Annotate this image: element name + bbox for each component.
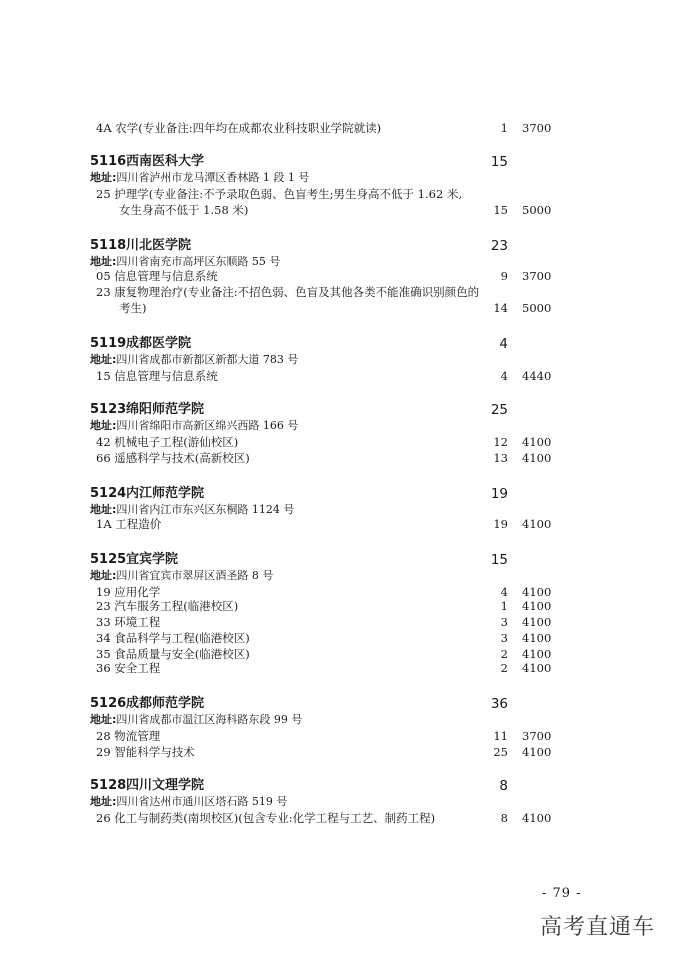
address-text: 四川省南充市高坪区东顺路 55 号 [116, 255, 281, 268]
enrollment-count: 11 [493, 729, 508, 743]
institution-total: 25 [490, 402, 508, 418]
institution-total: 15 [490, 552, 508, 568]
institution-total: 4 [499, 336, 508, 352]
major-label: 女生身高不低于 1.58 米) [119, 203, 249, 217]
address-text: 四川省达州市通川区塔石路 519 号 [116, 795, 288, 808]
institution-total: 19 [490, 486, 508, 502]
institution-address [90, 170, 309, 186]
address-text: 四川省绵阳市高新区绵兴西路 166 号 [116, 419, 299, 432]
address-text: 四川省宜宾市翠屏区酒圣路 8 号 [116, 569, 274, 582]
institution-code: 5125 [90, 552, 127, 567]
major-label: 26 化工与制药类(南坝校区)(包含专业:化学工程与工艺、制药工程) [96, 811, 436, 825]
tuition-fee: 4100 [522, 517, 552, 531]
institution-heading [90, 400, 510, 420]
major-label: 4A 农学(专业备注:四年均在成都农业科技职业学院就读) [96, 121, 382, 135]
enrollment-count: 4 [500, 585, 508, 599]
major-row [0, 186, 680, 202]
institution-code: 5123 [90, 402, 127, 417]
tuition-fee: 5000 [522, 301, 552, 315]
institution-total: 15 [490, 154, 508, 170]
institution-address [90, 568, 273, 584]
enrollment-count: 8 [500, 811, 508, 825]
major-label: 考生) [119, 301, 147, 315]
major-label: 34 食品科学与工程(临港校区) [96, 631, 250, 645]
watermark: 高考直通车 [540, 915, 656, 940]
institution-total: 36 [490, 696, 508, 712]
enrollment-count: 12 [493, 435, 508, 449]
tuition-fee: 4100 [522, 631, 552, 645]
institution-name: 内江师范学院 [126, 486, 205, 501]
address-text: 四川省成都市新都区新都大道 783 号 [116, 353, 299, 366]
major-label: 36 安全工程 [96, 661, 161, 675]
tuition-fee: 4100 [522, 647, 552, 661]
institution-heading [90, 484, 510, 504]
tuition-fee: 5000 [522, 203, 552, 217]
major-row [0, 630, 680, 646]
major-label: 29 智能科学与技术 [96, 745, 195, 759]
address-prefix: 地址: [90, 171, 117, 184]
major-row [0, 598, 680, 614]
enrollment-count: 1 [500, 121, 508, 135]
institution-heading [90, 694, 510, 714]
institution-name: 西南医科大学 [126, 154, 205, 169]
tuition-fee: 3700 [522, 121, 552, 135]
major-row [0, 728, 680, 744]
major-label: 15 信息管理与信息系统 [96, 369, 218, 383]
major-label: 35 食品质量与安全(临港校区) [96, 647, 250, 661]
institution-name: 宜宾学院 [126, 552, 179, 567]
institution-address [90, 352, 298, 368]
institution-heading [90, 776, 510, 796]
major-label: 23 汽车服务工程(临港校区) [96, 599, 239, 613]
address-prefix: 地址: [90, 419, 117, 432]
institution-name: 成都师范学院 [126, 696, 205, 711]
tuition-fee: 4100 [522, 615, 552, 629]
institution-name: 川北医学院 [126, 238, 192, 253]
institution-address [90, 712, 302, 728]
institution-name: 绵阳师范学院 [126, 402, 205, 417]
major-label: 42 机械电子工程(游仙校区) [96, 435, 239, 449]
enrollment-count: 3 [500, 631, 508, 645]
institution-total: 8 [499, 778, 508, 794]
institution-code: 5124 [90, 486, 127, 501]
address-prefix: 地址: [90, 569, 117, 582]
institution-heading [90, 334, 510, 354]
major-label: 25 护理学(专业备注:不予录取色弱、色盲考生;男生身高不低于 1.62 米, [96, 187, 463, 201]
enrollment-count: 4 [500, 369, 508, 383]
institution-name: 四川文理学院 [126, 778, 205, 793]
enrollment-count: 19 [493, 517, 508, 531]
enrollment-count: 2 [500, 647, 508, 661]
institution-heading [90, 550, 510, 570]
enrollment-count: 9 [500, 269, 508, 283]
address-prefix: 地址: [90, 795, 117, 808]
major-label: 1A 工程造价 [96, 517, 162, 531]
major-row [0, 810, 680, 826]
major-label: 23 康复物理治疗(专业备注:不招色弱、色盲及其他各类不能准确识别颜色的 [96, 285, 480, 299]
address-prefix: 地址: [90, 255, 117, 268]
institution-address [90, 794, 287, 810]
address-text: 四川省内江市东兴区东桐路 1124 号 [116, 503, 295, 516]
enrollment-count: 13 [493, 451, 508, 465]
enrollment-count: 14 [493, 301, 508, 315]
tuition-fee: 4100 [522, 451, 552, 465]
tuition-fee: 3700 [522, 269, 552, 283]
major-row [0, 284, 680, 300]
major-row [0, 300, 680, 316]
tuition-fee: 4100 [522, 585, 552, 599]
major-row [0, 268, 680, 284]
institution-name: 成都医学院 [126, 336, 192, 351]
major-row [0, 120, 680, 136]
tuition-fee: 4100 [522, 661, 552, 675]
address-text: 四川省成都市温江区海科路东段 99 号 [116, 713, 303, 726]
major-row [0, 516, 680, 532]
tuition-fee: 4100 [522, 811, 552, 825]
tuition-fee: 3700 [522, 729, 552, 743]
institution-total: 23 [490, 238, 508, 254]
institution-code: 5128 [90, 778, 127, 793]
institution-heading [90, 236, 510, 256]
institution-heading [90, 152, 510, 172]
tuition-fee: 4100 [522, 435, 552, 449]
tuition-fee: 4440 [522, 369, 552, 383]
enrollment-count: 15 [493, 203, 508, 217]
tuition-fee: 4100 [522, 599, 552, 613]
major-row [0, 660, 680, 676]
major-row [0, 368, 680, 384]
page-number: - 79 - [542, 886, 582, 901]
major-label: 19 应用化学 [96, 585, 161, 599]
enrollment-count: 25 [493, 745, 508, 759]
address-prefix: 地址: [90, 713, 117, 726]
address-text: 四川省泸州市龙马潭区香林路 1 段 1 号 [116, 171, 310, 184]
address-prefix: 地址: [90, 503, 117, 516]
major-label: 66 遥感科学与技术(高新校区) [96, 451, 250, 465]
major-row [0, 614, 680, 630]
tuition-fee: 4100 [522, 745, 552, 759]
enrollment-count: 3 [500, 615, 508, 629]
address-prefix: 地址: [90, 353, 117, 366]
institution-code: 5126 [90, 696, 127, 711]
institution-code: 5118 [90, 238, 127, 253]
enrollment-count: 2 [500, 661, 508, 675]
institution-code: 5116 [90, 154, 127, 169]
major-row [0, 434, 680, 450]
major-row [0, 450, 680, 466]
major-label: 33 环境工程 [96, 615, 161, 629]
institution-code: 5119 [90, 336, 127, 351]
major-label: 28 物流管理 [96, 729, 161, 743]
major-row [0, 202, 680, 218]
institution-address [90, 418, 298, 434]
major-row [0, 744, 680, 760]
major-label: 05 信息管理与信息系统 [96, 269, 218, 283]
enrollment-count: 1 [500, 599, 508, 613]
